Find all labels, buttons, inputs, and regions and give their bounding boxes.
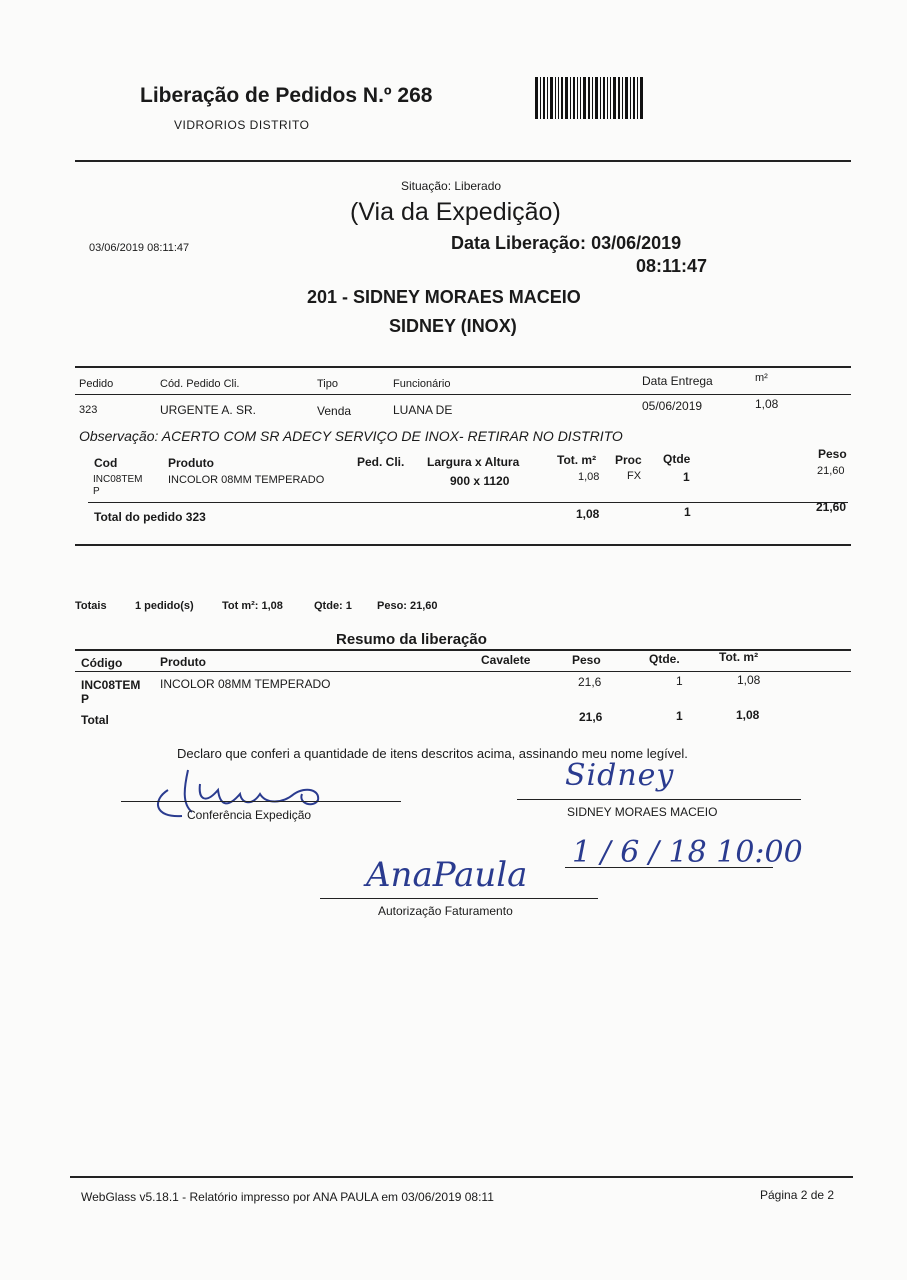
footer-page-number: Página 2 de 2 (760, 1188, 835, 1202)
order-total-m2: 1,08 (576, 507, 600, 521)
timestamp-left: 03/06/2019 08:11:47 (89, 242, 190, 254)
item-largura-altura-value: 900 x 1120 (450, 474, 510, 488)
col-tipo-header: Tipo (317, 378, 338, 390)
declaration-text: Declaro que conferi a quantidade de itens descritos acima, assinando meu nome legível. (177, 746, 688, 761)
order-observacao: Observação: ACERTO COM SR ADECY SERVIÇO DE INOX- RETIRAR NO DISTRITO (79, 428, 623, 444)
report-title: Liberação de Pedidos N.º 268 (140, 84, 433, 107)
resumo-codigo-line1: INC08TEM (81, 678, 141, 692)
item-peso-value: 21,60 (817, 465, 845, 477)
resumo-total-tot-m2: 1,08 (736, 708, 760, 722)
resumo-codigo-value (81, 678, 140, 706)
barcode (535, 77, 655, 119)
resumo-col-codigo-header: Código (81, 656, 123, 670)
totals-tot-m2: Tot m²: 1,08 (222, 600, 283, 612)
item-cod-value (93, 474, 142, 498)
footer-printed-by: WebGlass v5.18.1 - Relatório impresso por ANA PAULA em 03/06/2019 08:11 (81, 1190, 494, 1204)
conferencia-label: Conferência Expedição (187, 808, 312, 822)
order-pedido-value: 323 (79, 404, 98, 416)
resumo-header-rule (75, 671, 851, 672)
item-produto-value: INCOLOR 08MM TEMPERADO (168, 474, 325, 486)
col-pedido-header: Pedido (79, 378, 114, 390)
resumo-title: Resumo da liberação (336, 631, 487, 648)
autorizacao-signature: AnaPaula (366, 855, 528, 895)
item-total-rule (88, 502, 848, 503)
header-divider (75, 160, 851, 162)
order-total-qtde: 1 (684, 505, 691, 519)
order-total-label: Total do pedido 323 (94, 510, 206, 524)
resumo-qtde-value: 1 (676, 674, 683, 688)
item-col-largura-altura-header: Largura x Altura (427, 455, 520, 469)
order-m2-value: 1,08 (755, 397, 779, 411)
resumo-total-peso: 21,6 (579, 710, 603, 724)
order-funcionario-value: LUANA DE (393, 403, 453, 417)
item-col-peso-header: Peso (818, 447, 847, 461)
resumo-col-peso-header: Peso (572, 653, 601, 667)
data-liberacao-date: 03/06/2019 (591, 233, 682, 253)
resumo-total-qtde: 1 (676, 709, 683, 723)
item-col-tot-m2-header: Tot. m² (557, 453, 597, 467)
item-col-produto-header: Produto (168, 456, 214, 470)
resumo-tot-m2-value: 1,08 (737, 673, 761, 687)
item-col-qtde-header: Qtde (663, 452, 691, 466)
status-label: Situação: Liberado (401, 179, 502, 193)
item-proc-value: FX (627, 470, 642, 482)
col-funcionario-header: Funcionário (393, 378, 451, 390)
resumo-total-label: Total (81, 713, 109, 727)
client-name: 201 - SIDNEY MORAES MACEIO (307, 287, 581, 307)
order-tipo-value: Venda (317, 404, 352, 418)
handwritten-date: 1 / 6 / 18 10:00 (572, 835, 803, 870)
totals-label: Totais (75, 600, 107, 612)
item-cod-line2: P (93, 486, 100, 497)
order-header-rule (75, 394, 851, 395)
order-total-peso: 21,60 (816, 500, 847, 514)
order-data-entrega-value: 05/06/2019 (642, 399, 703, 413)
resumo-peso-value: 21,6 (578, 675, 602, 689)
handwritten-date-line (565, 867, 773, 868)
resumo-col-qtde-header: Qtde. (649, 652, 680, 666)
client-signature-name: SIDNEY MORAES MACEIO (567, 805, 718, 819)
item-cod-line1: INC08TEM (93, 474, 143, 485)
item-qtde-value: 1 (683, 470, 690, 484)
client-subname: SIDNEY (INOX) (389, 316, 517, 336)
resumo-col-cavalete-header: Cavalete (481, 653, 531, 667)
autorizacao-label: Autorização Faturamento (378, 904, 513, 918)
item-col-proc-header: Proc (615, 453, 642, 467)
col-m2-header: m² (755, 372, 768, 384)
data-liberacao-time: 08:11:47 (636, 256, 708, 276)
footer-rule (70, 1176, 853, 1178)
autorizacao-signature-line (320, 898, 598, 899)
item-col-cod-header: Cod (94, 456, 118, 470)
order-table-top-rule (75, 366, 851, 368)
resumo-codigo-line2: P (81, 692, 90, 706)
resumo-produto-value: INCOLOR 08MM TEMPERADO (160, 677, 331, 691)
company-name: VIDRORIOS DISTRITO (174, 118, 310, 132)
item-col-ped-cli-header: Ped. Cli. (357, 455, 405, 469)
item-tot-m2-value: 1,08 (578, 471, 600, 483)
resumo-col-produto-header: Produto (160, 655, 206, 669)
col-data-entrega-header: Data Entrega (642, 374, 713, 388)
totals-qtde: Qtde: 1 (314, 600, 352, 612)
order-table-bottom-rule (75, 544, 851, 546)
data-liberacao-label: Data Liberação: 03/06/2019 (451, 233, 682, 253)
client-signature: Sidney (565, 758, 675, 793)
totals-peso: Peso: 21,60 (377, 600, 438, 612)
order-cod-pedido-cli-value: URGENTE A. SR. (160, 403, 257, 417)
conferencia-signature-line (121, 801, 401, 802)
resumo-col-tot-m2-header: Tot. m² (719, 650, 759, 664)
col-cod-pedido-cli-header: Cód. Pedido Cli. (160, 378, 240, 390)
client-signature-line (517, 799, 801, 800)
totals-pedidos: 1 pedido(s) (135, 600, 194, 612)
via-title: (Via da Expedição) (350, 198, 561, 226)
